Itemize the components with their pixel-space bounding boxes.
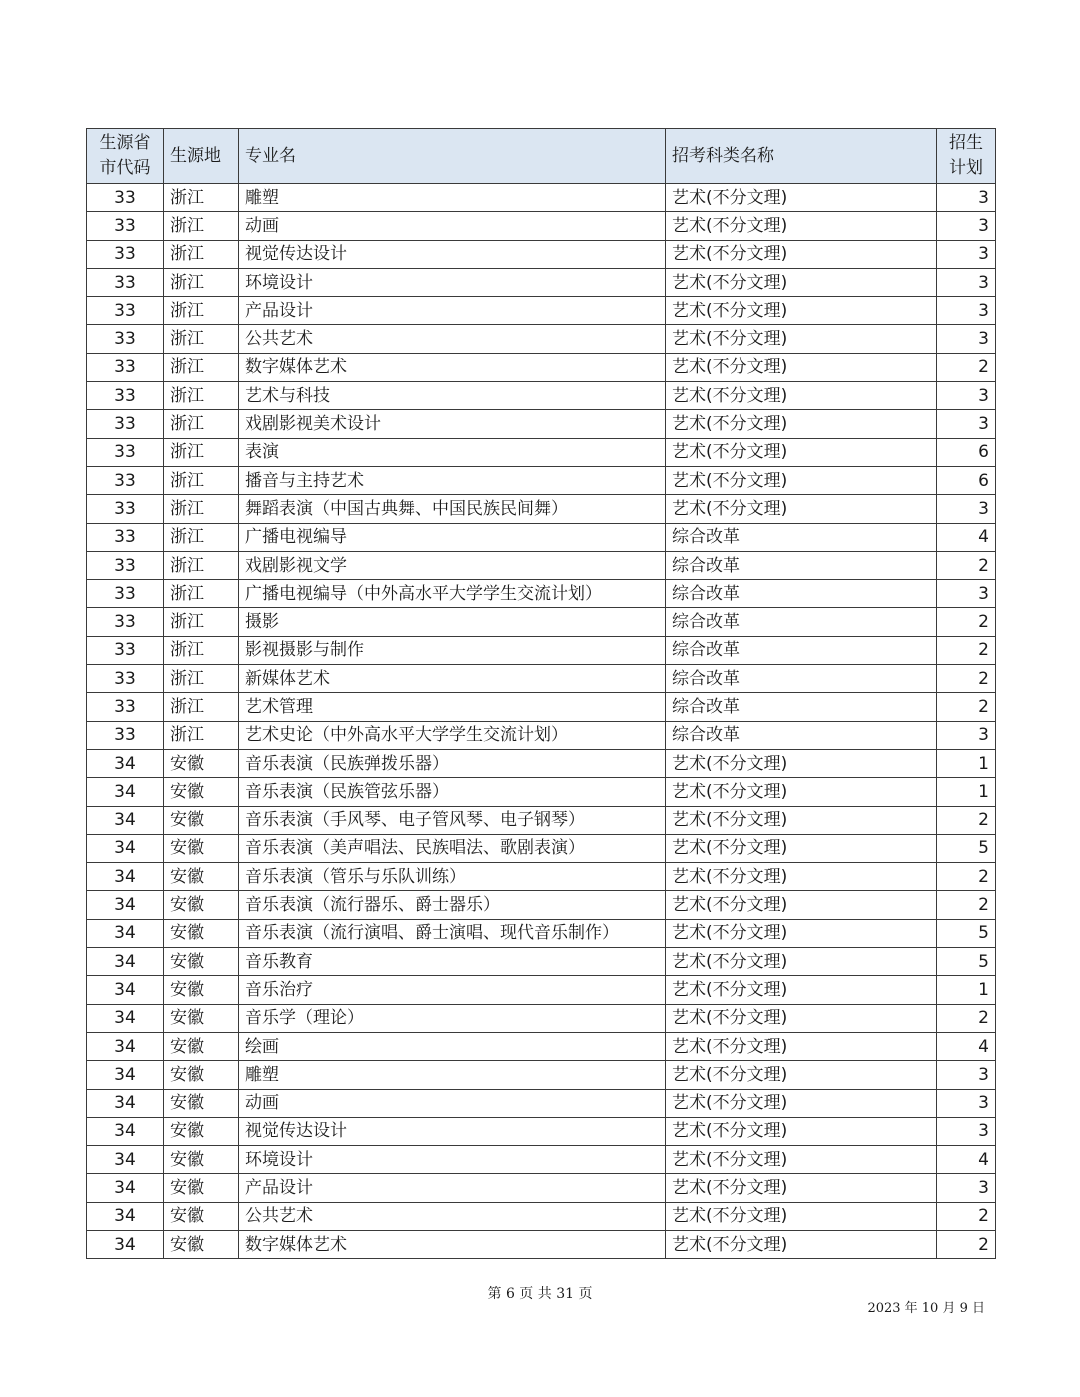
cell-category: 艺术(不分文理) bbox=[666, 1061, 937, 1089]
cell-plan: 2 bbox=[937, 353, 996, 381]
cell-major: 表演 bbox=[239, 438, 666, 466]
cell-category: 艺术(不分文理) bbox=[666, 1089, 937, 1117]
cell-origin: 浙江 bbox=[164, 297, 239, 325]
cell-origin: 安徽 bbox=[164, 1174, 239, 1202]
cell-province-code: 33 bbox=[87, 551, 164, 579]
cell-major: 音乐表演（手风琴、电子管风琴、电子钢琴） bbox=[239, 806, 666, 834]
cell-origin: 安徽 bbox=[164, 948, 239, 976]
table-row bbox=[87, 438, 996, 466]
cell-province-code: 34 bbox=[87, 749, 164, 777]
cell-origin: 浙江 bbox=[164, 693, 239, 721]
cell-category: 综合改革 bbox=[666, 636, 937, 664]
table-row bbox=[87, 240, 996, 268]
cell-province-code: 33 bbox=[87, 184, 164, 212]
header-province-code bbox=[87, 129, 164, 184]
cell-province-code: 33 bbox=[87, 325, 164, 353]
cell-province-code: 33 bbox=[87, 353, 164, 381]
cell-province-code: 34 bbox=[87, 976, 164, 1004]
cell-major: 公共艺术 bbox=[239, 1202, 666, 1230]
cell-origin: 安徽 bbox=[164, 749, 239, 777]
cell-plan: 3 bbox=[937, 212, 996, 240]
cell-province-code: 34 bbox=[87, 1174, 164, 1202]
cell-plan: 2 bbox=[937, 1004, 996, 1032]
cell-category: 艺术(不分文理) bbox=[666, 863, 937, 891]
table-row bbox=[87, 580, 996, 608]
table-row bbox=[87, 523, 996, 551]
cell-origin: 安徽 bbox=[164, 863, 239, 891]
cell-plan: 3 bbox=[937, 410, 996, 438]
cell-origin: 浙江 bbox=[164, 353, 239, 381]
cell-plan: 1 bbox=[937, 976, 996, 1004]
cell-origin: 浙江 bbox=[164, 184, 239, 212]
cell-origin: 浙江 bbox=[164, 410, 239, 438]
cell-origin: 浙江 bbox=[164, 212, 239, 240]
cell-province-code: 34 bbox=[87, 1032, 164, 1060]
cell-origin: 浙江 bbox=[164, 636, 239, 664]
cell-origin: 安徽 bbox=[164, 976, 239, 1004]
page-number: 第 6 页 共 31 页 bbox=[487, 1286, 593, 1302]
cell-plan: 1 bbox=[937, 778, 996, 806]
cell-origin: 浙江 bbox=[164, 721, 239, 749]
cell-plan: 3 bbox=[937, 1117, 996, 1145]
cell-plan: 4 bbox=[937, 1146, 996, 1174]
cell-major: 舞蹈表演（中国古典舞、中国民族民间舞） bbox=[239, 495, 666, 523]
cell-category: 艺术(不分文理) bbox=[666, 1230, 937, 1258]
cell-major: 戏剧影视文学 bbox=[239, 551, 666, 579]
cell-plan: 3 bbox=[937, 1061, 996, 1089]
cell-category: 艺术(不分文理) bbox=[666, 410, 937, 438]
cell-origin: 浙江 bbox=[164, 665, 239, 693]
table-row bbox=[87, 184, 996, 212]
cell-province-code: 33 bbox=[87, 240, 164, 268]
cell-province-code: 34 bbox=[87, 948, 164, 976]
table-row bbox=[87, 1089, 996, 1117]
cell-major: 音乐表演（美声唱法、民族唱法、歌剧表演） bbox=[239, 834, 666, 862]
cell-province-code: 33 bbox=[87, 382, 164, 410]
cell-category: 艺术(不分文理) bbox=[666, 749, 937, 777]
table-row bbox=[87, 665, 996, 693]
cell-origin: 浙江 bbox=[164, 268, 239, 296]
cell-major: 环境设计 bbox=[239, 1146, 666, 1174]
cell-province-code: 34 bbox=[87, 1089, 164, 1117]
cell-plan: 3 bbox=[937, 1089, 996, 1117]
cell-major: 音乐教育 bbox=[239, 948, 666, 976]
cell-major: 动画 bbox=[239, 212, 666, 240]
cell-category: 艺术(不分文理) bbox=[666, 240, 937, 268]
cell-major: 产品设计 bbox=[239, 1174, 666, 1202]
cell-category: 综合改革 bbox=[666, 721, 937, 749]
cell-origin: 安徽 bbox=[164, 1146, 239, 1174]
cell-plan: 3 bbox=[937, 268, 996, 296]
cell-province-code: 33 bbox=[87, 268, 164, 296]
cell-major: 音乐学（理论） bbox=[239, 1004, 666, 1032]
table-row bbox=[87, 608, 996, 636]
cell-major: 环境设计 bbox=[239, 268, 666, 296]
table-row bbox=[87, 353, 996, 381]
cell-province-code: 33 bbox=[87, 297, 164, 325]
table-row bbox=[87, 806, 996, 834]
table-row bbox=[87, 721, 996, 749]
cell-plan: 4 bbox=[937, 523, 996, 551]
cell-province-code: 34 bbox=[87, 1230, 164, 1258]
cell-major: 雕塑 bbox=[239, 184, 666, 212]
cell-plan: 2 bbox=[937, 693, 996, 721]
cell-province-code: 34 bbox=[87, 891, 164, 919]
cell-origin: 安徽 bbox=[164, 806, 239, 834]
cell-category: 艺术(不分文理) bbox=[666, 1117, 937, 1145]
cell-origin: 安徽 bbox=[164, 1032, 239, 1060]
cell-major: 音乐表演（流行器乐、爵士器乐） bbox=[239, 891, 666, 919]
cell-plan: 2 bbox=[937, 1202, 996, 1230]
enrollment-plan-table bbox=[86, 128, 996, 1259]
table-row bbox=[87, 268, 996, 296]
cell-province-code: 34 bbox=[87, 1117, 164, 1145]
cell-plan: 2 bbox=[937, 806, 996, 834]
cell-major: 新媒体艺术 bbox=[239, 665, 666, 693]
cell-major: 音乐表演（流行演唱、爵士演唱、现代音乐制作） bbox=[239, 919, 666, 947]
table-row bbox=[87, 778, 996, 806]
cell-origin: 安徽 bbox=[164, 1061, 239, 1089]
table-row bbox=[87, 495, 996, 523]
cell-province-code: 34 bbox=[87, 863, 164, 891]
cell-category: 艺术(不分文理) bbox=[666, 325, 937, 353]
cell-province-code: 34 bbox=[87, 806, 164, 834]
cell-plan: 5 bbox=[937, 919, 996, 947]
cell-major: 戏剧影视美术设计 bbox=[239, 410, 666, 438]
cell-major: 视觉传达设计 bbox=[239, 1117, 666, 1145]
cell-category: 艺术(不分文理) bbox=[666, 466, 937, 494]
cell-category: 艺术(不分文理) bbox=[666, 976, 937, 1004]
cell-major: 广播电视编导 bbox=[239, 523, 666, 551]
cell-major: 数字媒体艺术 bbox=[239, 1230, 666, 1258]
cell-plan: 2 bbox=[937, 891, 996, 919]
cell-origin: 浙江 bbox=[164, 466, 239, 494]
cell-major: 绘画 bbox=[239, 1032, 666, 1060]
cell-province-code: 34 bbox=[87, 1061, 164, 1089]
cell-plan: 2 bbox=[937, 636, 996, 664]
cell-major: 音乐表演（民族管弦乐器） bbox=[239, 778, 666, 806]
cell-province-code: 34 bbox=[87, 778, 164, 806]
cell-plan: 3 bbox=[937, 297, 996, 325]
cell-category: 综合改革 bbox=[666, 551, 937, 579]
cell-category: 艺术(不分文理) bbox=[666, 495, 937, 523]
cell-category: 艺术(不分文理) bbox=[666, 1174, 937, 1202]
cell-category: 艺术(不分文理) bbox=[666, 778, 937, 806]
cell-category: 艺术(不分文理) bbox=[666, 1202, 937, 1230]
cell-origin: 安徽 bbox=[164, 919, 239, 947]
table-row bbox=[87, 834, 996, 862]
cell-plan: 6 bbox=[937, 466, 996, 494]
table-row bbox=[87, 1061, 996, 1089]
table-row bbox=[87, 948, 996, 976]
cell-origin: 浙江 bbox=[164, 608, 239, 636]
cell-plan: 5 bbox=[937, 834, 996, 862]
cell-plan: 4 bbox=[937, 1032, 996, 1060]
cell-category: 艺术(不分文理) bbox=[666, 1004, 937, 1032]
cell-plan: 2 bbox=[937, 608, 996, 636]
table-header bbox=[87, 129, 996, 184]
cell-province-code: 33 bbox=[87, 466, 164, 494]
cell-origin: 安徽 bbox=[164, 834, 239, 862]
cell-origin: 安徽 bbox=[164, 1202, 239, 1230]
table-row bbox=[87, 1117, 996, 1145]
cell-plan: 3 bbox=[937, 240, 996, 268]
cell-plan: 3 bbox=[937, 580, 996, 608]
cell-origin: 浙江 bbox=[164, 382, 239, 410]
cell-origin: 浙江 bbox=[164, 438, 239, 466]
table-row bbox=[87, 891, 996, 919]
table-row bbox=[87, 382, 996, 410]
cell-category: 艺术(不分文理) bbox=[666, 948, 937, 976]
cell-major: 播音与主持艺术 bbox=[239, 466, 666, 494]
cell-province-code: 33 bbox=[87, 608, 164, 636]
cell-plan: 3 bbox=[937, 495, 996, 523]
table-row bbox=[87, 1202, 996, 1230]
header-plan bbox=[937, 129, 996, 184]
header-category: 招考科类名称 bbox=[666, 129, 937, 184]
cell-province-code: 33 bbox=[87, 636, 164, 664]
cell-origin: 浙江 bbox=[164, 523, 239, 551]
table-row bbox=[87, 466, 996, 494]
cell-major: 广播电视编导（中外高水平大学学生交流计划） bbox=[239, 580, 666, 608]
cell-plan: 2 bbox=[937, 665, 996, 693]
cell-major: 音乐表演（民族弹拨乐器） bbox=[239, 749, 666, 777]
table-row bbox=[87, 410, 996, 438]
cell-major: 雕塑 bbox=[239, 1061, 666, 1089]
cell-plan: 1 bbox=[937, 749, 996, 777]
cell-province-code: 34 bbox=[87, 919, 164, 947]
cell-province-code: 33 bbox=[87, 495, 164, 523]
table-row bbox=[87, 693, 996, 721]
cell-province-code: 33 bbox=[87, 212, 164, 240]
cell-category: 艺术(不分文理) bbox=[666, 353, 937, 381]
cell-province-code: 33 bbox=[87, 721, 164, 749]
cell-origin: 浙江 bbox=[164, 325, 239, 353]
cell-category: 艺术(不分文理) bbox=[666, 1146, 937, 1174]
cell-plan: 3 bbox=[937, 382, 996, 410]
cell-category: 艺术(不分文理) bbox=[666, 806, 937, 834]
cell-origin: 浙江 bbox=[164, 551, 239, 579]
cell-plan: 3 bbox=[937, 721, 996, 749]
cell-major: 艺术与科技 bbox=[239, 382, 666, 410]
cell-origin: 安徽 bbox=[164, 778, 239, 806]
table-row bbox=[87, 1146, 996, 1174]
cell-origin: 安徽 bbox=[164, 1230, 239, 1258]
cell-category: 艺术(不分文理) bbox=[666, 891, 937, 919]
document-date: 2023 年 10 月 9 日 bbox=[867, 1301, 985, 1316]
cell-category: 综合改革 bbox=[666, 665, 937, 693]
cell-plan: 3 bbox=[937, 1174, 996, 1202]
cell-plan: 2 bbox=[937, 863, 996, 891]
cell-major: 视觉传达设计 bbox=[239, 240, 666, 268]
cell-plan: 2 bbox=[937, 551, 996, 579]
cell-province-code: 34 bbox=[87, 834, 164, 862]
cell-major: 公共艺术 bbox=[239, 325, 666, 353]
cell-category: 综合改革 bbox=[666, 693, 937, 721]
cell-origin: 浙江 bbox=[164, 495, 239, 523]
table-row bbox=[87, 636, 996, 664]
cell-origin: 安徽 bbox=[164, 1004, 239, 1032]
cell-province-code: 33 bbox=[87, 410, 164, 438]
header-plan-label: 招生计划 bbox=[949, 133, 983, 178]
cell-category: 艺术(不分文理) bbox=[666, 919, 937, 947]
table-row bbox=[87, 976, 996, 1004]
cell-plan: 5 bbox=[937, 948, 996, 976]
table-row bbox=[87, 1032, 996, 1060]
cell-origin: 安徽 bbox=[164, 1117, 239, 1145]
header-major: 专业名 bbox=[239, 129, 666, 184]
table-row bbox=[87, 863, 996, 891]
cell-category: 艺术(不分文理) bbox=[666, 438, 937, 466]
cell-major: 产品设计 bbox=[239, 297, 666, 325]
cell-major: 数字媒体艺术 bbox=[239, 353, 666, 381]
cell-category: 艺术(不分文理) bbox=[666, 268, 937, 296]
header-row bbox=[87, 129, 996, 184]
table-row bbox=[87, 1174, 996, 1202]
cell-category: 综合改革 bbox=[666, 523, 937, 551]
cell-major: 艺术史论（中外高水平大学学生交流计划） bbox=[239, 721, 666, 749]
table-row bbox=[87, 325, 996, 353]
cell-major: 摄影 bbox=[239, 608, 666, 636]
cell-major: 影视摄影与制作 bbox=[239, 636, 666, 664]
cell-major: 动画 bbox=[239, 1089, 666, 1117]
table-body bbox=[87, 184, 996, 1259]
cell-plan: 2 bbox=[937, 1230, 996, 1258]
cell-category: 艺术(不分文理) bbox=[666, 212, 937, 240]
cell-province-code: 33 bbox=[87, 665, 164, 693]
cell-category: 艺术(不分文理) bbox=[666, 297, 937, 325]
cell-category: 综合改革 bbox=[666, 580, 937, 608]
table-row bbox=[87, 297, 996, 325]
cell-plan: 3 bbox=[937, 184, 996, 212]
cell-origin: 浙江 bbox=[164, 580, 239, 608]
table-row bbox=[87, 919, 996, 947]
cell-origin: 安徽 bbox=[164, 891, 239, 919]
table-row bbox=[87, 212, 996, 240]
cell-plan: 6 bbox=[937, 438, 996, 466]
cell-major: 音乐治疗 bbox=[239, 976, 666, 1004]
cell-plan: 3 bbox=[937, 325, 996, 353]
cell-province-code: 33 bbox=[87, 693, 164, 721]
table-row bbox=[87, 1230, 996, 1258]
table-row bbox=[87, 749, 996, 777]
cell-category: 综合改革 bbox=[666, 608, 937, 636]
cell-category: 艺术(不分文理) bbox=[666, 1032, 937, 1060]
cell-province-code: 33 bbox=[87, 580, 164, 608]
cell-province-code: 33 bbox=[87, 523, 164, 551]
table-row bbox=[87, 551, 996, 579]
cell-major: 音乐表演（管乐与乐队训练） bbox=[239, 863, 666, 891]
cell-major: 艺术管理 bbox=[239, 693, 666, 721]
cell-category: 艺术(不分文理) bbox=[666, 184, 937, 212]
cell-category: 艺术(不分文理) bbox=[666, 834, 937, 862]
cell-province-code: 34 bbox=[87, 1146, 164, 1174]
header-origin: 生源地 bbox=[164, 129, 239, 184]
cell-province-code: 33 bbox=[87, 438, 164, 466]
cell-province-code: 34 bbox=[87, 1202, 164, 1230]
table-row bbox=[87, 1004, 996, 1032]
header-province-code-label: 生源省市代码 bbox=[99, 133, 151, 178]
cell-province-code: 34 bbox=[87, 1004, 164, 1032]
cell-origin: 安徽 bbox=[164, 1089, 239, 1117]
cell-origin: 浙江 bbox=[164, 240, 239, 268]
cell-category: 艺术(不分文理) bbox=[666, 382, 937, 410]
